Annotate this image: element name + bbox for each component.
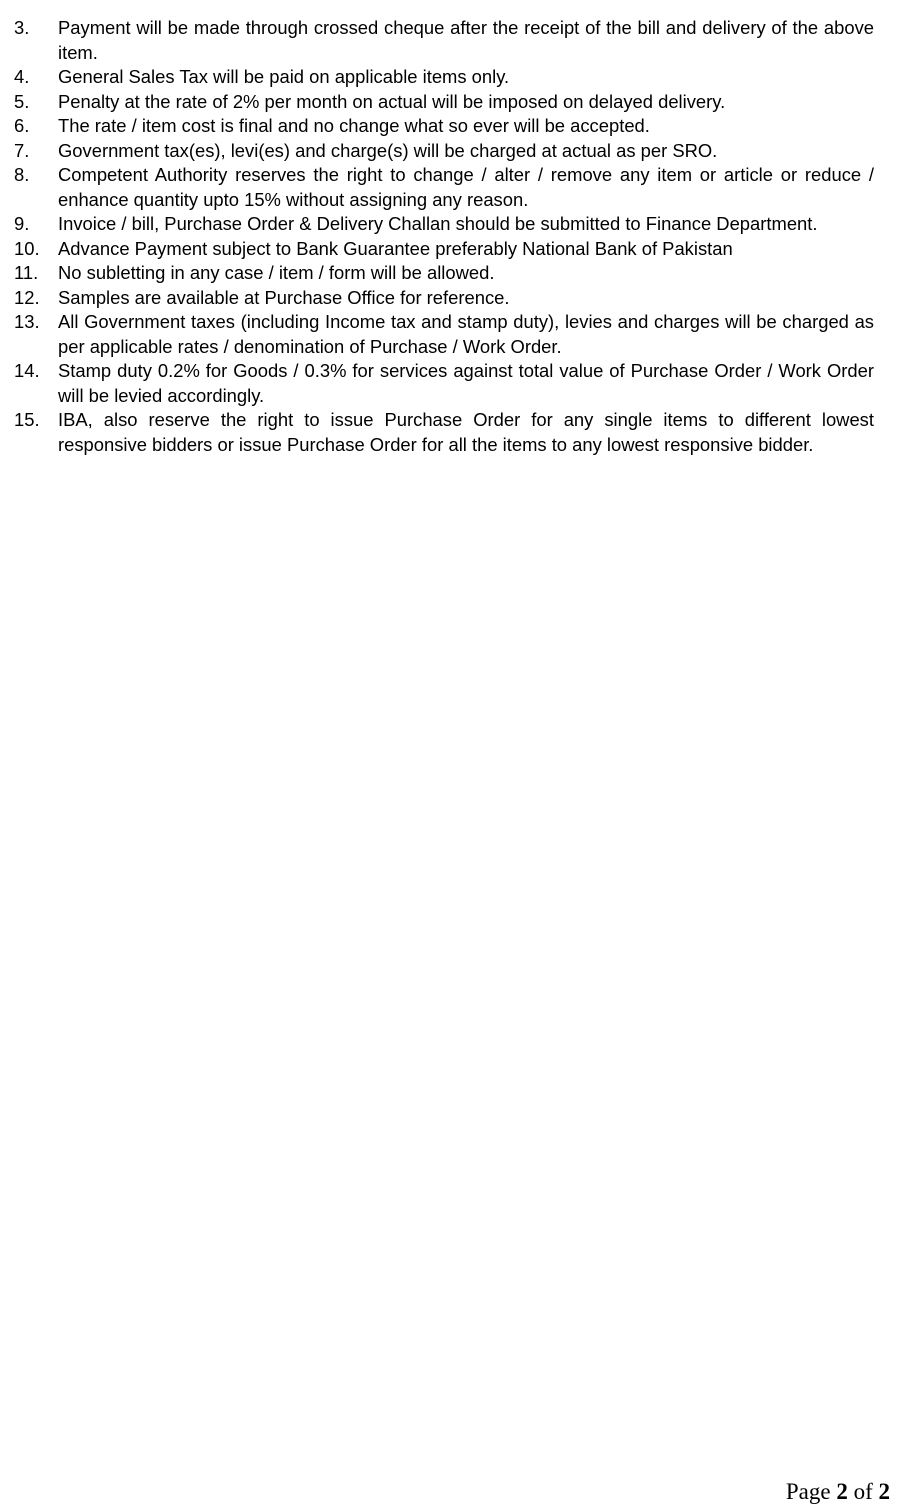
term-item-4 xyxy=(14,65,874,90)
term-text: Invoice / bill, Purchase Order & Delivery Challan should be submitted to Finance Department. xyxy=(58,213,818,234)
term-item-10 xyxy=(14,237,874,262)
term-text: IBA, also reserve the right to issue Purchase Order for any single items to different lowest responsive bidders or issue Purchase Order for all the items to any lowest responsive bidder. xyxy=(58,409,874,455)
term-text: General Sales Tax will be paid on applicable items only. xyxy=(58,66,510,87)
term-text: The rate / item cost is final and no change what so ever will be accepted. xyxy=(58,115,650,136)
term-number: 4. xyxy=(14,66,30,87)
term-text: Advance Payment subject to Bank Guarantee preferably National Bank of Pakistan xyxy=(58,237,733,259)
of-word: of xyxy=(853,1479,873,1504)
term-item-9 xyxy=(14,212,874,237)
term-number: 6. xyxy=(14,115,30,136)
term-number: 15. xyxy=(14,409,40,430)
term-number: 11. xyxy=(14,262,39,283)
term-number: 5. xyxy=(14,90,30,112)
term-number: 8. xyxy=(14,164,30,185)
term-item-14 xyxy=(14,359,874,408)
term-number: 9. xyxy=(14,213,30,234)
current-page-number: 2 xyxy=(836,1479,848,1504)
term-item-7 xyxy=(14,139,874,164)
term-number: 14. xyxy=(14,360,40,381)
term-text: Competent Authority reserves the right to change / alter / remove any item or article or reduce / enhance quantity upto 15% without assigning any reason. xyxy=(58,164,874,210)
term-item-12 xyxy=(14,286,874,311)
terms-list xyxy=(14,16,874,457)
term-item-11 xyxy=(14,261,874,286)
term-text: Government tax(es), levi(es) and charge(s) will be charged at actual as per SRO. xyxy=(58,139,718,161)
term-item-5 xyxy=(14,90,874,115)
term-text: Stamp duty 0.2% for Goods / 0.3% for services against total value of Purchase Order / Work Order will be levied accordingly. xyxy=(58,360,874,406)
term-text: Samples are available at Purchase Office for reference. xyxy=(58,286,510,308)
term-number: 3. xyxy=(14,17,30,38)
page-word: Page xyxy=(785,1479,831,1504)
term-text: Penalty at the rate of 2% per month on actual will be imposed on delayed delivery. xyxy=(58,90,726,112)
term-item-8 xyxy=(14,163,874,212)
term-number: 10. xyxy=(14,237,40,259)
page-number-footer xyxy=(786,1478,890,1506)
term-text: No subletting in any case / item / form will be allowed. xyxy=(58,262,495,283)
term-number: 12. xyxy=(14,286,40,308)
term-text: Payment will be made through crossed cheque after the receipt of the bill and delivery of the above item. xyxy=(58,17,874,63)
total-pages-number: 2 xyxy=(878,1479,890,1504)
term-item-13 xyxy=(14,310,874,359)
term-item-3 xyxy=(14,16,874,65)
term-number: 7. xyxy=(14,139,30,161)
term-text: All Government taxes (including Income tax and stamp duty), levies and charges will be charged as per applicable rates / denomination of Purchase / Work Order. xyxy=(58,311,874,357)
term-item-6 xyxy=(14,114,874,139)
term-item-15 xyxy=(14,408,874,457)
term-number: 13. xyxy=(14,311,40,332)
